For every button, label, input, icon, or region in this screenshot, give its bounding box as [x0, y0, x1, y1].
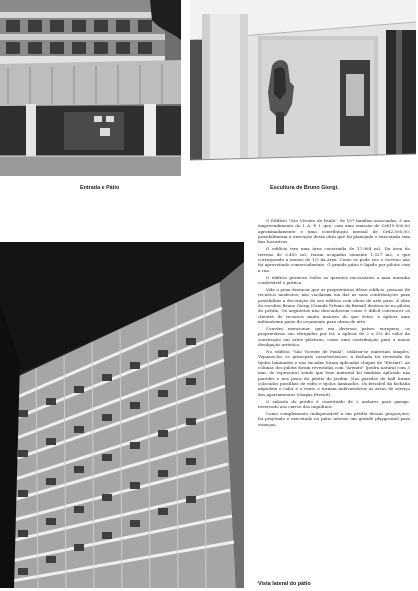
sculpture-photo	[190, 0, 416, 176]
article-body	[258, 218, 410, 428]
entrance-caption: Entrada e Pátio	[80, 185, 120, 191]
article-paragraph-4: Vale a pena destacar que os proprietários dêsse edifício, pessoas de recursos modestos, não vacilaram em dar as suas contribuições para possibilitar a decoração do seu edifício com obras de arte pura. A obra do escultor Bruno Giorgi (Grande Prêmio da Bienal) destaca-se no pilotis do prédio. Os arquitetos não desconhecem como é difícil convencer os clientes de recursos muito maiores do que êstes, a aplicar uma milionésima parte do orçamento para obras de arte.	[258, 286, 410, 324]
article-paragraph-1: O Edifício "São Vicente de Paula", de 107 famílias associadas, é um empreendimento do I. A. P. I. que, com uma emissão de Cr$19.000,00 aproximadamente e uma contribuição mensal de Cr$2.500,00, possibilitaram a execução desta obra que foi planejada e executada sem fins lucrativos.	[258, 218, 410, 245]
article-paragraph-2: O edifício tem uma área construída de 17.064 m2. Da área do terreno de 3.405 m2, foram ocupados sòmente 1.027 m2, o que corresponde a menos de 1/3 da área. Como se pode ver, o terreno não foi aproveitado comercialmente. O grande pátio é ligado por pilotis com a rua.	[258, 246, 410, 273]
article-paragraph-7: O subsolo do prédio é constituído de 2 andares para garage, reservado aos carros dos inquilinos.	[258, 398, 410, 409]
article-paragraph-8: Como complemento indispensável a um prédio dessas proporções, foi projetado e executado no pátio interno um grande playground para crianças.	[258, 410, 410, 427]
entrance-courtyard-photo	[0, 0, 181, 176]
article-paragraph-6: No edifício "São Vicente de Paula", utilizou-se materiais simples. Vejamos-los os principais característicos: a fachada foi revestida de tijolos laminados e nas sacadas foram aplicadas chapas de "Eternit". As colunas dos pilotis foram revestidas com "Arenito" (pedra natural com 3 mm. de espessura) sendo que êsse material foi também aplicado nas paredes e nos pisos do pilotis do jardim. Nas paredes do hall foram colocados pastilhas de vidro e tijolos laminados. Os brisoleil da fachada impedem o calor e o vento e tornam indevassáveis as áreas de serviço dos apartamentos (chapas Eternit).	[258, 348, 410, 397]
article-paragraph-5: Convém mencionar que em diversos países europeus, os proprietários são obrigados por lei, a aplicar de 2 a 5% do valor da construção em artes plásticas, como uma contribuição para a maior divulgação artística.	[258, 325, 410, 347]
side-view-photo	[0, 242, 244, 588]
sculpture-caption: Escultura de Bruno Giorgi.	[270, 185, 339, 191]
article-paragraph-3: O edifício promove todos os quesitos necessários a uma moradia confortável e prática.	[258, 274, 410, 285]
side-view-caption: Vista lateral do pátio	[258, 581, 311, 587]
